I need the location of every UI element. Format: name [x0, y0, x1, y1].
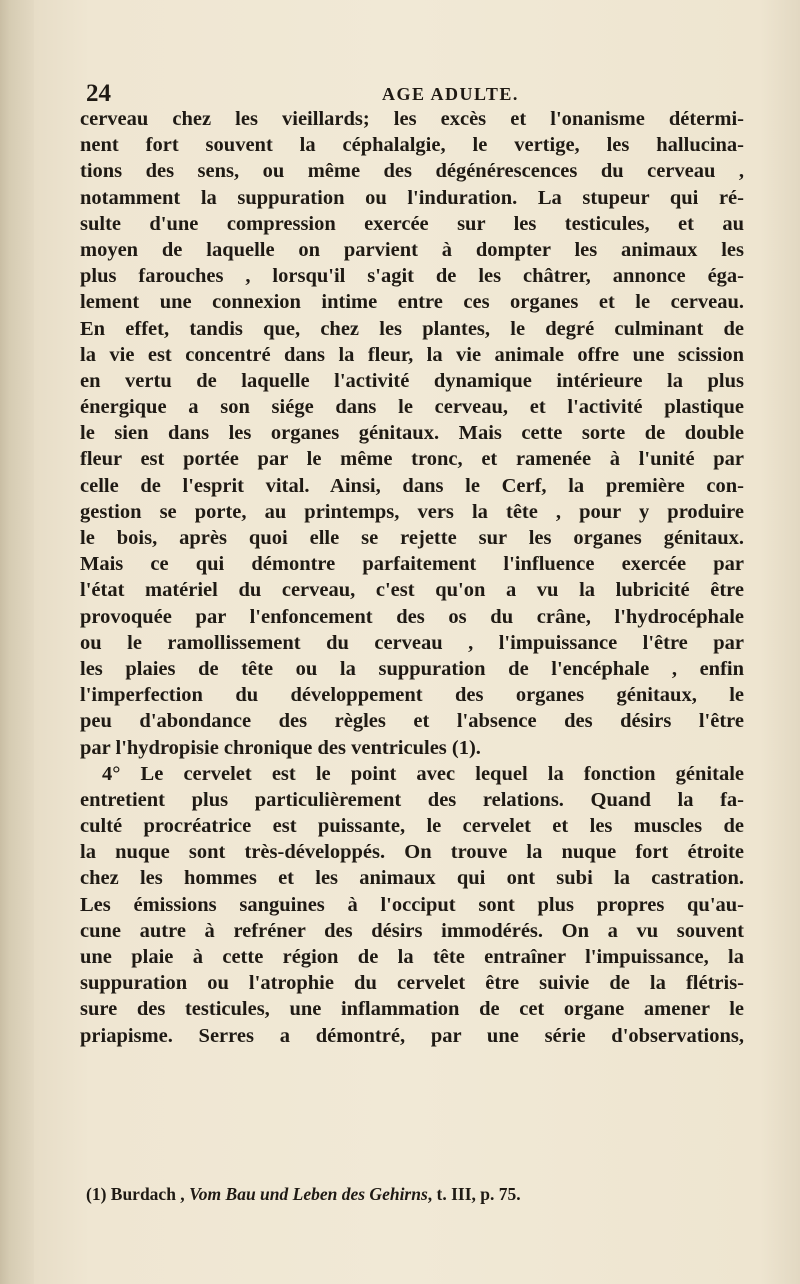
text-line: celle de l'esprit vital. Ainsi, dans le Cerf, la première con-	[80, 474, 744, 497]
text-line: Mais ce qui démontre parfaitement l'influence exercée par	[80, 553, 744, 576]
text-line: une plaie à cette région de la tête entraîner l'impuissance, la	[80, 946, 744, 968]
text-line: cune autre à refréner des désirs immodérés. On a vu souvent	[80, 919, 744, 942]
text-line: chez les hommes et les animaux qui ont subi la castration.	[80, 867, 744, 890]
text-line: cerveau chez les vieillards; les excès et l'onanisme détermi-	[80, 108, 744, 130]
page-gutter	[0, 0, 34, 1284]
text-line: moyen de laquelle on parvient à dompter les animaux les	[80, 238, 744, 261]
text-line: ou le ramollissement du cerveau , l'impuissance l'être par	[80, 631, 744, 654]
page-number: 24	[86, 80, 111, 107]
footnote	[86, 1184, 726, 1205]
footnote-marker: (1) Burdach ,	[86, 1184, 190, 1204]
text-line: culté procréatrice est puissante, le cervelet et les muscles de	[80, 815, 744, 838]
text-line: entretient plus particulièrement des relations. Quand la fa-	[80, 788, 744, 811]
text-line: sure des testicules, une inflammation de cet organe amener le	[80, 998, 744, 1021]
text-line: Les émissions sanguines à l'occiput sont plus propres qu'au-	[80, 893, 744, 916]
text-line: la vie est concentré dans la fleur, la vie animale offre une scission	[80, 343, 744, 366]
text-line: tions des sens, ou même des dégénérescences du cerveau ,	[80, 160, 744, 183]
text-line: fleur est portée par le même tronc, et ramenée à l'unité par	[80, 448, 744, 471]
text-line: les plaies de tête ou la suppuration de l'encéphale , enfin	[80, 657, 744, 680]
text-line: gestion se porte, au printemps, vers la tête , pour y produire	[80, 500, 744, 523]
text-line: sulte d'une compression exercée sur les testicules, et au	[80, 212, 744, 235]
text-line: provoquée par l'enfoncement des os du crâne, l'hydrocéphale	[80, 605, 744, 628]
text-line: En effet, tandis que, chez les plantes, le degré culminant de	[80, 317, 744, 340]
page-header	[86, 80, 726, 108]
text-line: l'état matériel du cerveau, c'est qu'on a vu la lubricité être	[80, 579, 744, 602]
running-head: AGE ADULTE.	[382, 84, 519, 104]
text-line: l'imperfection du développement des organes génitaux, le	[80, 684, 744, 707]
text-line: priapisme. Serres a démontré, par une série d'observations,	[80, 1024, 744, 1047]
text-line: en vertu de laquelle l'activité dynamique intérieure la plus	[80, 369, 744, 392]
text-line: notamment la suppuration ou l'induration. La stupeur qui ré-	[80, 186, 744, 209]
footnote-title: Vom Bau und Leben des Gehirns	[189, 1184, 428, 1204]
text-line: 4° Le cervelet est le point avec lequel la fonction génitale	[102, 762, 744, 785]
text-line: suppuration ou l'atrophie du cervelet être suivie de la flétris-	[80, 972, 744, 995]
text-line: nent fort souvent la céphalalgie, le vertige, les hallucina-	[80, 134, 744, 157]
text-line: la nuque sont très-développés. On trouve la nuque fort étroite	[80, 841, 744, 864]
text-line: le bois, après quoi elle se rejette sur les organes génitaux.	[80, 527, 744, 549]
text-line: énergique a son siége dans le cerveau, et l'activité plastique	[80, 396, 744, 419]
footnote-reference: , t. III, p. 75.	[427, 1184, 521, 1204]
text-line: peu d'abondance des règles et l'absence des désirs l'être	[80, 710, 744, 733]
body-text	[80, 106, 744, 1049]
text-line: lement une connexion intime entre ces organes et le cerveau.	[80, 291, 744, 314]
text-line: par l'hydropisie chronique des ventricules (1).	[80, 736, 481, 759]
text-line: plus farouches , lorsqu'il s'agit de les châtrer, annonce éga-	[80, 265, 744, 288]
text-line: le sien dans les organes génitaux. Mais cette sorte de double	[80, 422, 744, 445]
